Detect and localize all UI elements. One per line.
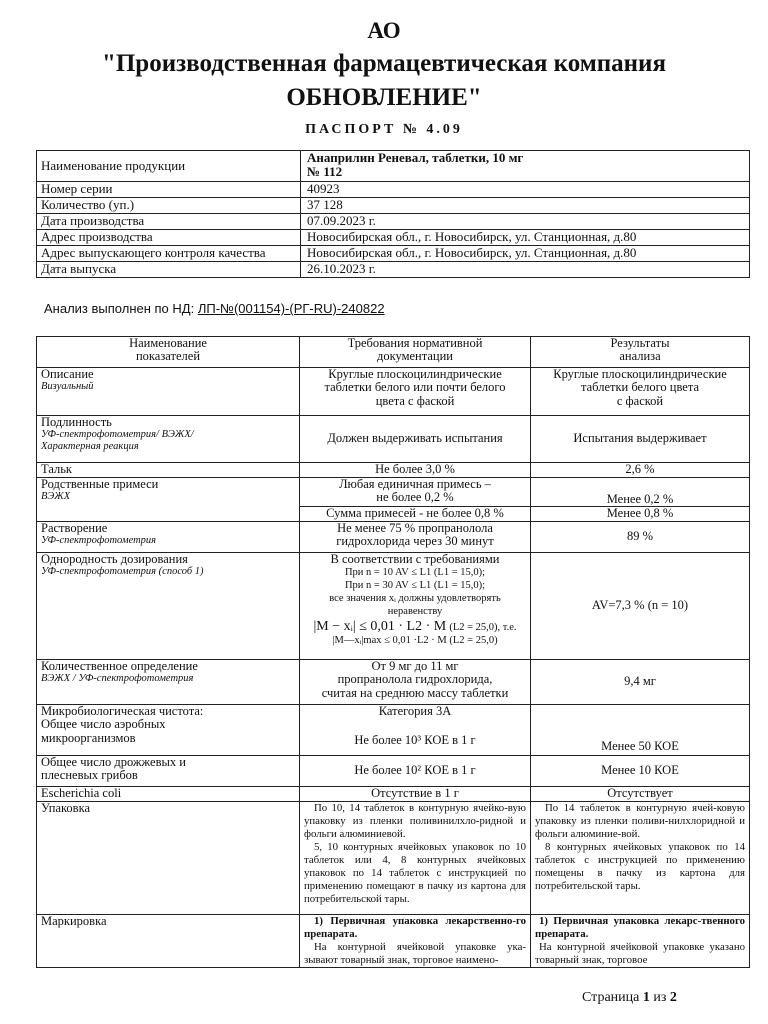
- row-impurities-name: [37, 478, 300, 522]
- row-ecoli-res: Отсутствует: [531, 787, 750, 802]
- param-name: Растворение: [41, 521, 108, 535]
- row-talc-name: Тальк: [37, 463, 300, 478]
- inequality-line: [304, 620, 526, 634]
- req-line: цвета с фаской: [375, 393, 455, 408]
- param-name: Описание: [41, 367, 94, 381]
- analysis-reference: [44, 301, 385, 316]
- req-line: Любая единичная примесь –: [339, 477, 491, 491]
- header-requirements-line1: Требования нормативной: [347, 336, 483, 350]
- res-paragraph: 8 контурных ячейковых упаковок по 14 таблеток с инструкцией по применению помещены в пачку из картона для потребительской тары.: [535, 841, 745, 892]
- table-row: [37, 802, 750, 915]
- table-header-row: [37, 337, 750, 368]
- res-line: с фаской: [616, 393, 664, 408]
- company-name-line1: "Производственная фармацевтическая компания: [101, 50, 666, 77]
- res-paragraph: По 14 таблеток в контурную ячей-ковую упаковку из пленки поливи-нилхлоридной и фольги алюминие-вой.: [535, 802, 745, 840]
- qc-address-label: Адрес выпускающего контроля качества: [37, 246, 301, 262]
- analysis-prefix: Анализ выполнен по НД:: [44, 301, 198, 316]
- req-paragraph: 5, 10 контурных ячейковых упаковок по 10 таблеток или 4, 8 контурных ячейковых упаковок по 14 таблеток с инструкцией по применению помещают в пачку из картона для потребительской тары.: [304, 841, 526, 905]
- product-info-table: [36, 150, 750, 278]
- req-line: не более 0,2 %: [376, 490, 454, 505]
- row-description-res: [531, 368, 750, 416]
- row-assay-req: [300, 660, 531, 705]
- row-impurities-req2: Сумма примесей - не более 0,8 %: [300, 507, 531, 522]
- product-pack: № 112: [307, 164, 343, 179]
- page-of: из: [653, 990, 667, 1005]
- row-package-name: Упаковка: [37, 802, 300, 915]
- param-name: Подлинность: [41, 415, 112, 429]
- header-results-line1: Результаты: [610, 336, 670, 350]
- row-uniformity-req: [300, 553, 531, 660]
- row-description-req: [300, 368, 531, 416]
- req-line: При n = 30 AV ≤ L1 (L1 = 15,0);: [344, 580, 486, 592]
- req-line: Круглые плоскоцилиндрические: [328, 367, 502, 381]
- table-row: [37, 463, 750, 478]
- row-package-res: [531, 802, 750, 915]
- product-row: [37, 151, 750, 182]
- release-date-row: [37, 262, 750, 278]
- table-row: [37, 915, 750, 968]
- production-address-label: Адрес производства: [37, 230, 301, 246]
- param-name: микроорганизмов: [41, 730, 136, 745]
- table-row: [37, 478, 750, 507]
- req-line: все значения xᵢ должны удовлетворять: [329, 593, 501, 605]
- row-dissolution-name: [37, 522, 300, 553]
- passport-title: ПАСПОРТ № 4.09: [305, 122, 463, 137]
- page-label: Страница: [582, 990, 640, 1005]
- product-value: [301, 151, 750, 182]
- row-marking-name: Маркировка: [37, 915, 300, 968]
- release-date-value: 26.10.2023 г.: [301, 262, 750, 278]
- param-method: ВЭЖХ: [41, 491, 71, 503]
- req-paragraph: На контурной ячейковой упаковке ука-зывают товарный знак, торговое наимено-: [304, 941, 526, 966]
- release-date-label: Дата выпуска: [37, 262, 301, 278]
- header-parameters-line2: показателей: [135, 349, 201, 364]
- req-line: Не более 10³ КОЕ в 1 г: [354, 733, 476, 748]
- table-row: [37, 660, 750, 705]
- row-dissolution-req: [300, 522, 531, 553]
- product-label: Наименование продукции: [37, 151, 301, 182]
- row-assay-res: 9,4 мг: [531, 660, 750, 705]
- row-assay-name: [37, 660, 300, 705]
- production-date-row: [37, 214, 750, 230]
- req-heading: 1) Первичная упаковка лекарственно-го препарата.: [304, 915, 526, 940]
- page-counter: [582, 990, 677, 1006]
- quantity-label: Количество (уп.): [37, 198, 301, 214]
- row-yeast-name: [37, 756, 300, 787]
- row-impurities-req1: [300, 478, 531, 507]
- table-row: [37, 756, 750, 787]
- production-address-value: Новосибирская обл., г. Новосибирск, ул. Станционная, д.80: [301, 230, 750, 246]
- row-identity-name: [37, 416, 300, 463]
- req-line: В соответствии с требованиями: [330, 552, 500, 566]
- row-talc-res: 2,6 %: [531, 463, 750, 478]
- param-name: Родственные примеси: [41, 477, 159, 491]
- production-date-value: 07.09.2023 г.: [301, 214, 750, 230]
- param-method: ВЭЖХ / УФ-спектрофотометрия: [41, 673, 194, 685]
- row-talc-req: Не более 3,0 %: [300, 463, 531, 478]
- req-line: От 9 мг до 11 мг: [371, 659, 459, 673]
- header-requirements-line2: документации: [377, 349, 453, 364]
- table-row: [37, 522, 750, 553]
- header-results-line2: анализа: [619, 349, 661, 364]
- param-method: УФ-спектрофотометрия (способ 1): [41, 566, 204, 578]
- req-line: таблетки белого или почти белого: [324, 380, 506, 395]
- res-paragraph: На контурной ячейковой упаковке указано товарный знак, торговое: [535, 941, 745, 966]
- req-line: пропранолола гидрохлорида,: [337, 672, 493, 687]
- company-prefix: АО: [367, 18, 401, 43]
- series-value: 40923: [301, 182, 750, 198]
- param-method: УФ-спектрофотометрия: [41, 535, 157, 547]
- row-yeast-res: Менее 10 КОЕ: [531, 756, 750, 787]
- row-microbio-req: [300, 705, 531, 756]
- inequality-note: (L2 = 25,0), т.е.: [449, 622, 517, 634]
- row-description-name: [37, 368, 300, 416]
- req-line: считая на среднюю массу таблетки: [321, 685, 509, 700]
- param-name: Общее число дрожжевых и: [41, 755, 186, 769]
- page-number: 1: [642, 990, 650, 1005]
- header-parameters-line1: Наименование: [129, 336, 207, 350]
- header-results: [531, 337, 750, 368]
- req-line: гидрохлорида через 30 минут: [336, 534, 494, 549]
- product-name: Анаприлин Реневал, таблетки, 10 мг: [307, 150, 524, 165]
- req-paragraph: По 10, 14 таблеток в контурную ячейко-вую упаковку из пленки поливинилхло-ридной и фольги алюминиевой.: [304, 802, 526, 840]
- req-line: неравенству: [387, 606, 443, 618]
- res-line: Круглые плоскоцилиндрические: [553, 367, 727, 381]
- req-line: При n = 10 AV ≤ L1 (L1 = 15,0);: [344, 567, 486, 579]
- page-total: 2: [669, 990, 677, 1005]
- row-package-req: [300, 802, 531, 915]
- param-name: Количественное определение: [41, 659, 198, 673]
- inequality-formula: |M − xᵢ| ≤ 0,01 · L2 · M: [313, 619, 447, 635]
- table-row: [37, 553, 750, 660]
- table-row: [37, 787, 750, 802]
- quantity-row: [37, 198, 750, 214]
- row-marking-res: [531, 915, 750, 968]
- inequality-max: |M—xᵢ|max ≤ 0,01 ·L2 · M (L2 = 25,0): [332, 635, 498, 647]
- param-method: УФ-спектрофотометрия/ ВЭЖХ/: [41, 429, 194, 441]
- param-name: Общее число аэробных: [41, 717, 166, 732]
- row-yeast-req: Не более 10² КОЕ в 1 г: [300, 756, 531, 787]
- row-impurities-res2: Менее 0,8 %: [531, 507, 750, 522]
- res-heading: 1) Первичная упаковка лекарс-твенного препарата.: [535, 915, 745, 940]
- param-name: Микробиологическая чистота:: [41, 704, 204, 718]
- series-row: [37, 182, 750, 198]
- row-dissolution-res: 89 %: [531, 522, 750, 553]
- row-uniformity-name: [37, 553, 300, 660]
- row-marking-req: [300, 915, 531, 968]
- row-identity-req: Должен выдерживать испытания: [300, 416, 531, 463]
- production-date-label: Дата производства: [37, 214, 301, 230]
- production-address-row: [37, 230, 750, 246]
- param-name: Однородность дозирования: [41, 552, 188, 566]
- param-name: плесневых грибов: [41, 768, 138, 783]
- qc-address-value: Новосибирская обл., г. Новосибирск, ул. Станционная, д.80: [301, 246, 750, 262]
- param-method: Характерная реакция: [41, 441, 139, 453]
- row-impurities-res1: Менее 0,2 %: [531, 478, 750, 507]
- quantity-value: 37 128: [301, 198, 750, 214]
- row-uniformity-res: AV=7,3 % (n = 10): [531, 553, 750, 660]
- row-ecoli-req: Отсутствие в 1 г: [300, 787, 531, 802]
- row-microbio-res: Менее 50 КОЕ: [531, 705, 750, 756]
- res-line: таблетки белого цвета: [581, 380, 699, 395]
- header-requirements: [300, 337, 531, 368]
- table-row: [37, 705, 750, 756]
- row-identity-res: Испытания выдерживает: [531, 416, 750, 463]
- qc-address-row: [37, 246, 750, 262]
- param-method: Визуальный: [41, 381, 94, 393]
- row-ecoli-name: Escherichia coli: [37, 787, 300, 802]
- analysis-table: [36, 336, 750, 968]
- row-microbio-name: [37, 705, 300, 756]
- analysis-document-number: ЛП-№(001154)-(РГ-RU)-240822: [197, 301, 385, 316]
- category-label: Категория 3А: [378, 704, 452, 718]
- req-line: Не менее 75 % пропранолола: [337, 521, 493, 535]
- company-name-line2: ОБНОВЛЕНИЕ": [286, 84, 482, 111]
- header-parameters: [37, 337, 300, 368]
- series-label: Номер серии: [37, 182, 301, 198]
- table-row: [37, 368, 750, 416]
- table-row: [37, 416, 750, 463]
